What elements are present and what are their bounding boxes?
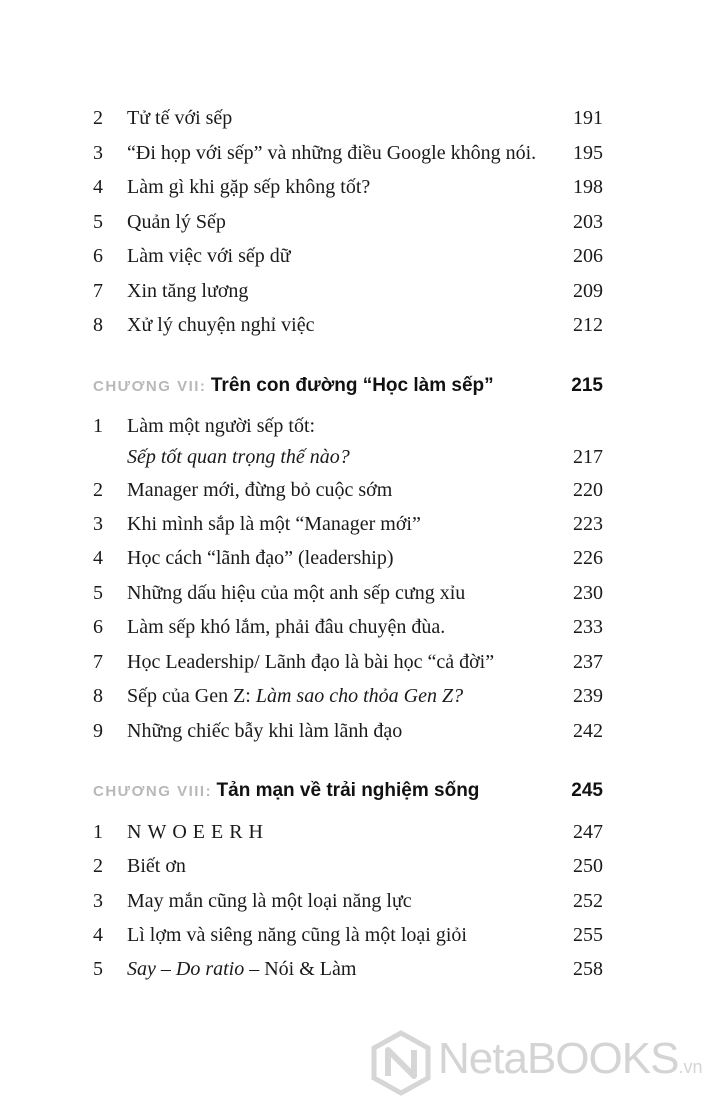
toc-entry[interactable] [93, 239, 603, 273]
entry-page: 250 [573, 855, 603, 877]
chapter-heading-vii[interactable] [93, 369, 603, 403]
entry-title [127, 952, 356, 986]
entry-title: NWOEERH [127, 821, 269, 843]
entry-number: 9 [93, 720, 103, 742]
entry-page: 198 [573, 176, 603, 198]
toc-entry[interactable] [93, 918, 603, 952]
entry-title: Xin tăng lương [127, 280, 249, 302]
entry-title: May mắn cũng là một loại năng lực [127, 890, 412, 912]
chapter-label: CHƯƠNG VIII: [93, 783, 213, 800]
entry-page: 223 [573, 513, 603, 535]
toc-entry[interactable] [93, 473, 603, 507]
entry-page: 195 [573, 142, 603, 164]
toc-entry[interactable] [93, 815, 603, 849]
chapter-label: CHƯƠNG VII: [93, 378, 207, 395]
entry-page: 233 [573, 616, 603, 638]
entry-page: 220 [573, 479, 603, 501]
entry-title-italic: Làm sao cho thỏa Gen Z? [255, 685, 464, 707]
netabooks-logo-icon [368, 1030, 434, 1096]
entry-title: Học Leadership/ Lãnh đạo là bài học “cả đời” [127, 651, 495, 673]
entry-title: “Đi họp với sếp” và những điều Google không nói. [127, 142, 537, 164]
toc-entry[interactable] [93, 610, 603, 644]
entry-number: 8 [93, 685, 103, 707]
entry-title: Tử tế với sếp [127, 107, 233, 129]
toc-entry[interactable] [93, 409, 603, 443]
toc-entry[interactable] [93, 308, 603, 342]
entry-page: 206 [573, 245, 603, 267]
toc-entry[interactable] [93, 170, 603, 204]
entry-page: 230 [573, 582, 603, 604]
toc-entry[interactable] [93, 274, 603, 308]
toc-entry[interactable] [93, 679, 603, 713]
entry-title: Manager mới, đừng bỏ cuộc sớm [127, 479, 393, 501]
entry-title: Làm việc với sếp dữ [127, 245, 291, 267]
entry-number: 4 [93, 924, 103, 946]
watermark-brand-name: NetaBOOKS [438, 1034, 679, 1083]
entry-number: 6 [93, 616, 103, 638]
entry-number: 4 [93, 176, 103, 198]
entry-page: 217 [573, 446, 603, 468]
entry-page: 212 [573, 314, 603, 336]
entry-number: 3 [93, 513, 103, 535]
entry-number: 2 [93, 479, 103, 501]
toc-entry[interactable] [93, 507, 603, 541]
entry-page: 242 [573, 720, 603, 742]
entry-title-plain: Sếp của Gen Z: [127, 685, 256, 707]
entry-number: 4 [93, 547, 103, 569]
toc-entry[interactable] [93, 205, 603, 239]
entry-number: 5 [93, 582, 103, 604]
toc-entry[interactable] [93, 576, 603, 610]
entry-title: Khi mình sắp là một “Manager mới” [127, 513, 421, 535]
entry-title [127, 679, 463, 713]
entry-page: 203 [573, 211, 603, 233]
toc-entry[interactable] [93, 952, 603, 986]
toc-entry-subtitle[interactable] [93, 440, 603, 474]
entry-page: 255 [573, 924, 603, 946]
entry-title: Quản lý Sếp [127, 211, 226, 233]
entry-number: 5 [93, 958, 103, 980]
entry-number: 7 [93, 651, 103, 673]
entry-number: 6 [93, 245, 103, 267]
entry-page: 226 [573, 547, 603, 569]
entry-number: 2 [93, 855, 103, 877]
entry-title: Lì lợm và siêng năng cũng là một loại giỏi [127, 924, 467, 946]
chapter-page: 215 [571, 375, 603, 396]
entry-subtitle: Sếp tốt quan trọng thế nào? [127, 446, 350, 468]
netabooks-watermark [368, 1030, 700, 1119]
toc-entry[interactable] [93, 541, 603, 575]
chapter-heading-viii[interactable] [93, 774, 603, 808]
watermark-brand-suffix: .vn [678, 1057, 702, 1077]
entry-page: 191 [573, 107, 603, 129]
entry-page: 258 [573, 958, 603, 980]
entry-number: 5 [93, 211, 103, 233]
toc-entry[interactable] [93, 849, 603, 883]
entry-title: Biết ơn [127, 855, 186, 877]
toc-entry[interactable] [93, 714, 603, 748]
toc-entry[interactable] [93, 645, 603, 679]
entry-title: Làm một người sếp tốt: [127, 415, 316, 437]
entry-title: Xử lý chuyện nghỉ việc [127, 314, 315, 336]
entry-page: 252 [573, 890, 603, 912]
entry-title: Học cách “lãnh đạo” (leadership) [127, 547, 394, 569]
entry-number: 7 [93, 280, 103, 302]
toc-entry[interactable] [93, 101, 603, 135]
entry-page: 239 [573, 685, 603, 707]
entry-page: 209 [573, 280, 603, 302]
entry-number: 3 [93, 142, 103, 164]
entry-number: 2 [93, 107, 103, 129]
watermark-brand [438, 1034, 702, 1084]
toc-entry[interactable] [93, 884, 603, 918]
entry-page: 247 [573, 821, 603, 843]
entry-title: Làm sếp khó lắm, phải đâu chuyện đùa. [127, 616, 446, 638]
chapter-page: 245 [571, 780, 603, 801]
entry-title-plain: – Nói & Làm [244, 958, 357, 980]
entry-number: 1 [93, 415, 103, 437]
chapter-title: Trên con đường “Học làm sếp” [210, 375, 494, 396]
entry-title-italic: Say – Do ratio [127, 958, 245, 980]
entry-page: 237 [573, 651, 603, 673]
entry-title: Làm gì khi gặp sếp không tốt? [127, 176, 371, 198]
entry-title: Những dấu hiệu của một anh sếp cưng xỉu [127, 582, 466, 604]
entry-title: Những chiếc bẫy khi làm lãnh đạo [127, 720, 403, 742]
entry-number: 8 [93, 314, 103, 336]
toc-entry[interactable] [93, 136, 603, 170]
entry-number: 1 [93, 821, 103, 843]
entry-number: 3 [93, 890, 103, 912]
chapter-title: Tản mạn về trải nghiệm sống [216, 780, 480, 801]
